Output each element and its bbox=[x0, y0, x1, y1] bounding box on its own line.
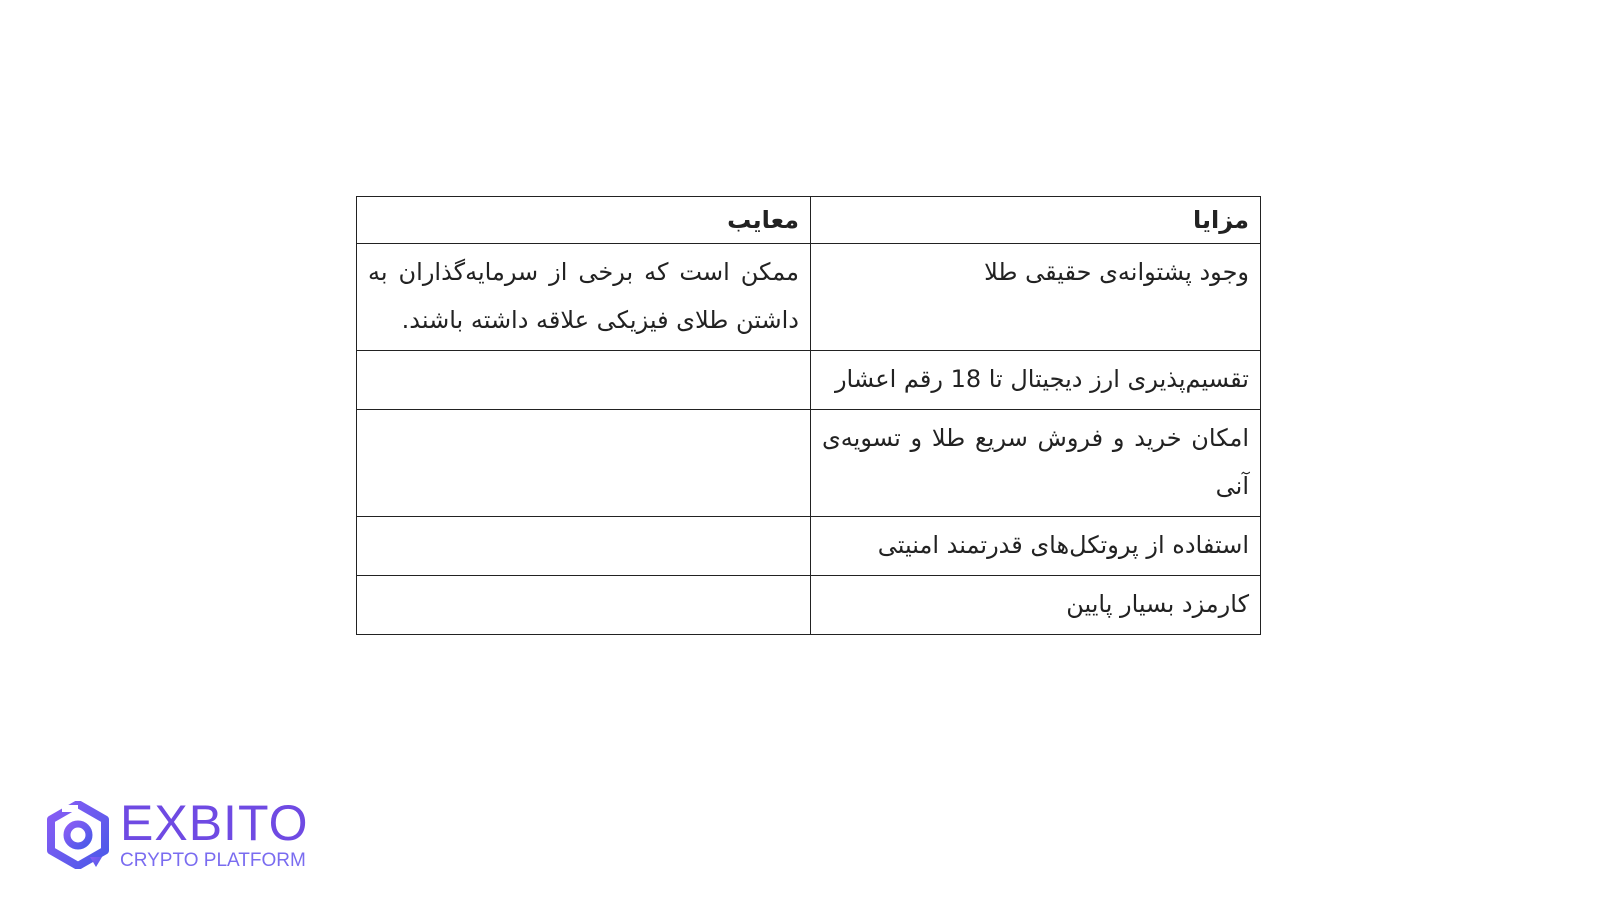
pro-cell: استفاده از پروتکل‌های قدرتمند امنیتی bbox=[811, 517, 1261, 576]
brand-tagline: CRYPTO PLATFORM bbox=[120, 850, 306, 871]
con-cell bbox=[357, 576, 811, 635]
pro-cell: وجود پشتوانه‌ی حقیقی طلا bbox=[811, 244, 1261, 351]
table-row bbox=[357, 410, 1261, 517]
table-row bbox=[357, 576, 1261, 635]
con-cell bbox=[357, 351, 811, 410]
header-pros: مزایا bbox=[811, 197, 1261, 244]
header-cons: معایب bbox=[357, 197, 811, 244]
con-cell: ممکن است که برخی از سرمایه‌گذاران به داشتن طلای فیزیکی علاقه داشته باشند. bbox=[357, 244, 811, 351]
table-row bbox=[357, 244, 1261, 351]
exbito-logo bbox=[44, 795, 309, 872]
table-row bbox=[357, 351, 1261, 410]
pro-cell: امکان خرید و فروش سریع طلا و تسویه‌ی آنی bbox=[811, 410, 1261, 517]
pro-cell: تقسیم‌پذیری ارز دیجیتال تا 18 رقم اعشار bbox=[811, 351, 1261, 410]
table-header-row bbox=[357, 197, 1261, 244]
exbito-logo-icon bbox=[44, 801, 112, 869]
pros-cons-table bbox=[356, 196, 1261, 635]
con-cell bbox=[357, 517, 811, 576]
table-row bbox=[357, 517, 1261, 576]
brand-name: EXBITO bbox=[120, 795, 309, 851]
con-cell bbox=[357, 410, 811, 517]
pro-cell: کارمزد بسیار پایین bbox=[811, 576, 1261, 635]
